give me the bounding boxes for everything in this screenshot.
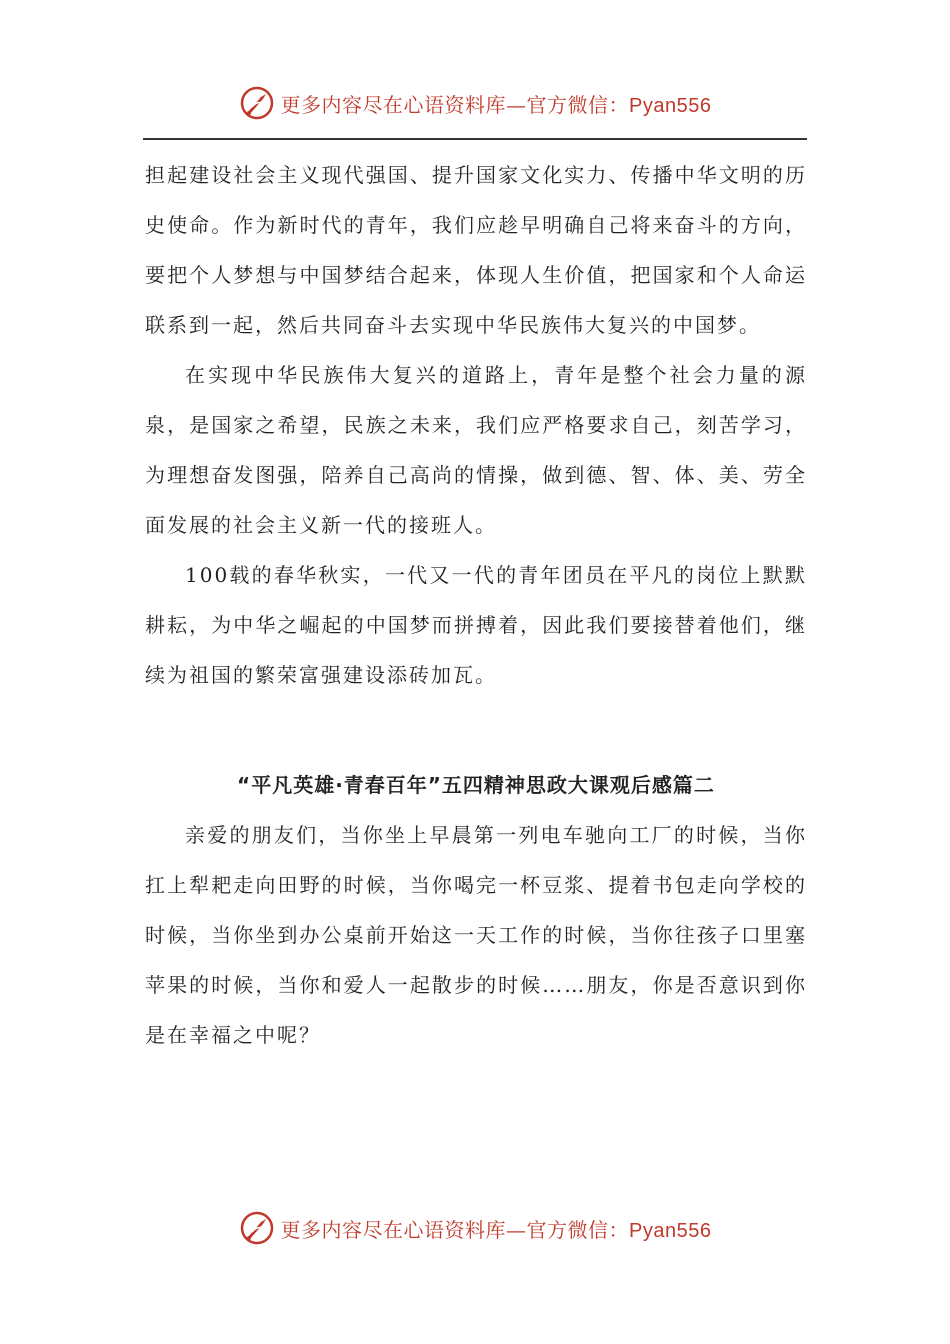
section-title: “平凡英雄·青春百年”五四精神思政大课观后感篇二: [237, 773, 715, 797]
footer-banner-text: 更多内容尽在心语资料库—官方微信：: [280, 1217, 630, 1242]
page-footer: [0, 1208, 950, 1248]
pen-nib-logo-icon: [239, 85, 275, 121]
body-paragraph-4: 亲爱的朋友们，当你坐上早晨第一列电车驰向工厂的时候，当你扛上犁耙走向田野的时候，当你喝完一杯豆浆、提着书包走向学校的时候，当你坐到办公桌前开始这一天工作的时候，当你往孩子口里塞苹果的时候，当你和爱人一起散步的时候……朋友，你是否意识到你是在幸福之中呢？: [145, 823, 807, 1047]
page-header: [0, 83, 950, 123]
section-spacer: [145, 700, 807, 760]
footer-wechat-id: Pyan556: [629, 1219, 712, 1242]
document-body: [145, 150, 807, 1060]
body-paragraph-2: 在实现中华民族伟大复兴的道路上，青年是整个社会力量的源泉，是国家之希望，民族之未来，我们应严格要求自己，刻苦学习，为理想奋发图强，陪养自己高尚的情操，做到德、智、体、美、劳全面发展的社会主义新一代的接班人。: [145, 363, 807, 537]
footer-banner: [281, 1214, 712, 1243]
body-paragraph-3: 100载的春华秋实，一代又一代的青年团员在平凡的岗位上默默耕耘，为中华之崛起的中国梦而拼搏着，因此我们要接替着他们，继续为祖国的繁荣富强建设添砖加瓦。: [145, 563, 807, 687]
pen-nib-logo-icon: [239, 1210, 275, 1246]
header-divider: [143, 138, 807, 140]
body-paragraph-1: 担起建设社会主义现代强国、提升国家文化实力、传播中华文明的历史使命。作为新时代的青年，我们应趁早明确自己将来奋斗的方向，要把个人梦想与中国梦结合起来，体现人生价值，把国家和个人命运联系到一起，然后共同奋斗去实现中华民族伟大复兴的中国梦。: [145, 163, 807, 337]
header-banner: [281, 89, 712, 118]
header-wechat-id: Pyan556: [629, 94, 712, 117]
header-banner-text: 更多内容尽在心语资料库—官方微信：: [280, 92, 630, 117]
